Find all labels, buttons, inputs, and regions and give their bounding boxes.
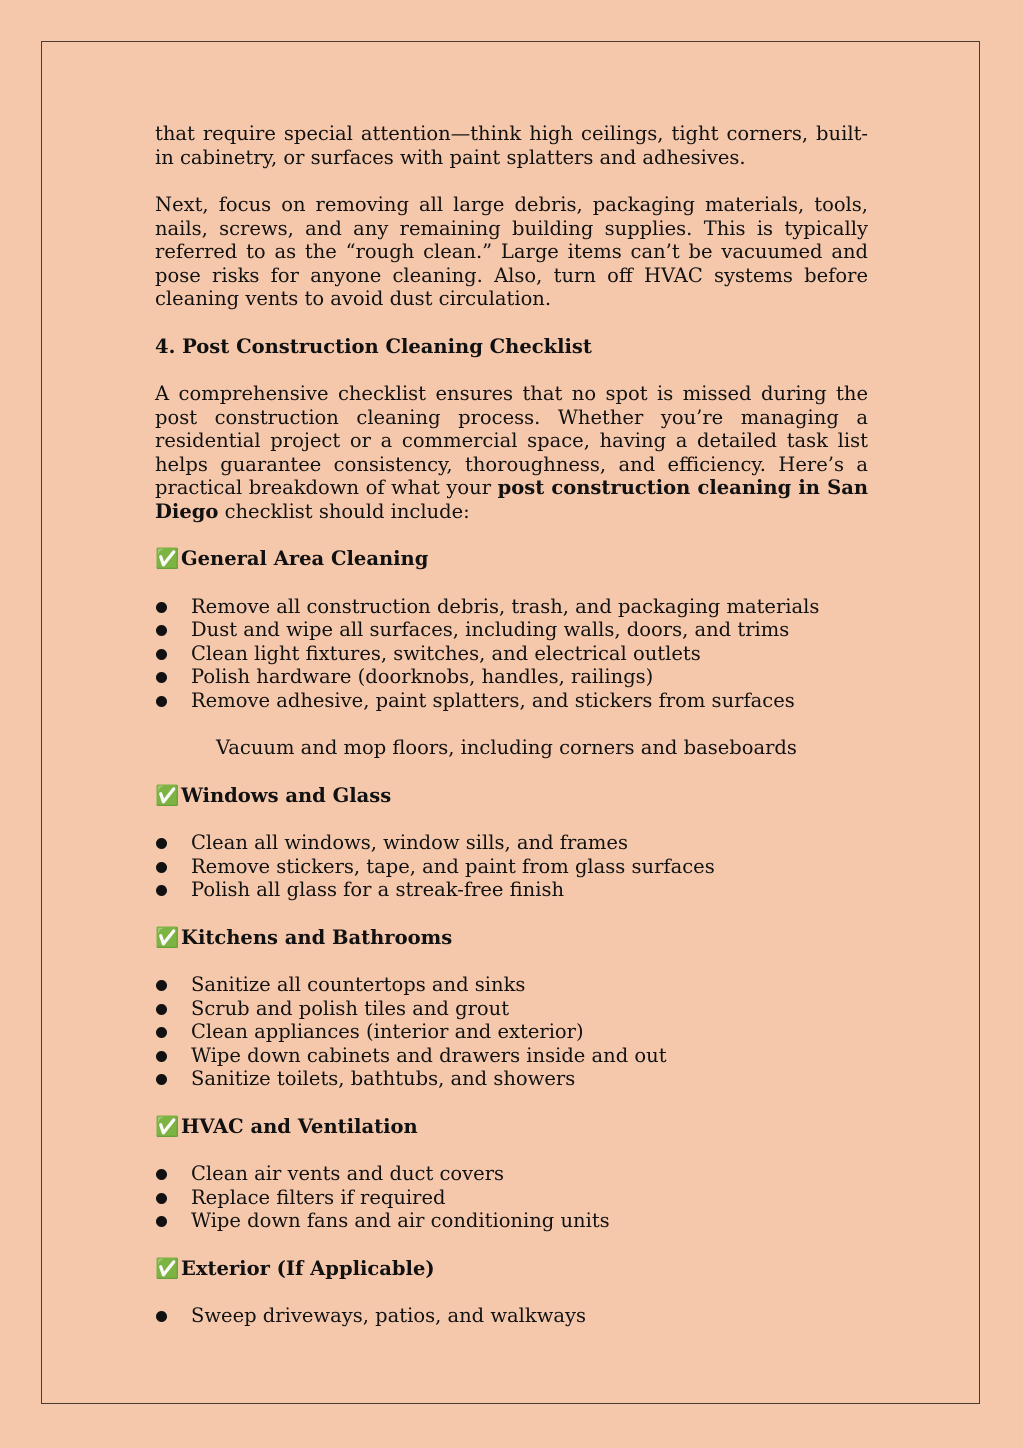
- check-mark-icon: ✅: [155, 547, 180, 570]
- list-item-text: Clean light fixtures, switches, and electrical outlets: [191, 641, 701, 665]
- checklist-title: General Area Cleaning: [181, 547, 429, 570]
- checklist-kitchens: [155, 973, 868, 1091]
- list-item-text: Clean all windows, window sills, and frames: [191, 831, 628, 854]
- list-item: [155, 1186, 868, 1210]
- list-item: [155, 642, 868, 666]
- bullet-icon: [156, 1193, 167, 1204]
- checklist-title: Windows and Glass: [181, 783, 392, 807]
- bullet-icon: [156, 1169, 167, 1180]
- check-mark-icon: ✅: [155, 925, 180, 949]
- list-item: [155, 1304, 868, 1328]
- list-item: [155, 618, 868, 642]
- list-item: [155, 1162, 868, 1186]
- bullet-icon: [156, 1051, 167, 1062]
- list-item-text: Sanitize toilets, bathtubs, and showers: [191, 1067, 576, 1090]
- bullet-icon: [156, 602, 167, 613]
- list-item-text: Sanitize all countertops and sinks: [191, 973, 526, 996]
- checklist-title: HVAC and Ventilation: [181, 1114, 418, 1138]
- section-paragraph-bold: post construction cleaning in San Diego: [155, 476, 869, 523]
- document-body: [155, 122, 868, 1328]
- list-item-text: Clean appliances (interior and exterior): [191, 1020, 584, 1043]
- list-item-text: Wipe down cabinets and drawers inside and out: [191, 1043, 667, 1067]
- list-item: [155, 595, 868, 619]
- section-heading: 4. Post Construction Cleaning Checklist: [155, 334, 592, 358]
- list-item: [155, 855, 868, 879]
- list-item: [155, 831, 868, 855]
- bullet-icon: [156, 1074, 167, 1085]
- checklist-heading-exterior: [155, 1257, 868, 1281]
- checklist-heading-general: [155, 547, 868, 571]
- list-item: [155, 1067, 868, 1091]
- list-item-text: Replace filters if required: [191, 1185, 446, 1209]
- section-paragraph: [155, 382, 868, 523]
- bullet-icon: [156, 862, 167, 873]
- bullet-icon: [156, 1216, 167, 1227]
- list-item-text: Scrub and polish tiles and grout: [191, 996, 510, 1020]
- bullet-icon: [156, 1004, 167, 1015]
- checklist-heading-windows: [155, 784, 868, 808]
- checklist-heading-kitchens: [155, 926, 868, 950]
- list-item-text: Remove adhesive, paint splatters, and stickers from surfaces: [191, 688, 795, 712]
- extra-list-line: Vacuum and mop floors, including corners and baseboards: [216, 736, 797, 759]
- checklist-title: Kitchens and Bathrooms: [181, 925, 453, 949]
- checklist-windows: [155, 831, 868, 902]
- list-item: [155, 973, 868, 997]
- bullet-icon: [156, 885, 167, 896]
- list-item-text: Clean air vents and duct covers: [191, 1162, 505, 1185]
- section-paragraph-text: A comprehensive checklist ensures that no spot is missed during the post construction cleaning process. Whether you’re managing a residential project or a commercial space, having a detailed task list helps guarantee consistency, thoroughness, and efficiency. Here’s a practical breakdown of what your: [155, 382, 868, 499]
- list-item: [155, 1044, 868, 1068]
- check-mark-icon: ✅: [155, 783, 180, 807]
- intro-paragraph-1: that require special attention—think high ceilings, tight corners, built-in cabinetry, or surfaces with paint splatters and adhesives.: [155, 122, 868, 169]
- list-item-text: Wipe down fans and air conditioning units: [191, 1209, 610, 1232]
- list-item: [155, 1020, 868, 1044]
- section-paragraph-end: checklist should include:: [218, 499, 470, 523]
- list-item-text: Dust and wipe all surfaces, including walls, doors, and trims: [191, 618, 790, 641]
- checklist-hvac: [155, 1162, 868, 1233]
- bullet-icon: [156, 649, 167, 660]
- checklist-heading-hvac: [155, 1115, 868, 1139]
- list-item-text: Polish hardware (doorknobs, handles, railings): [191, 665, 654, 688]
- list-item: [155, 1209, 868, 1233]
- check-mark-icon: ✅: [155, 1256, 180, 1280]
- list-item-text: Sweep driveways, patios, and walkways: [191, 1304, 587, 1327]
- bullet-icon: [156, 696, 167, 707]
- list-item-text: Remove all construction debris, trash, and packaging materials: [191, 594, 820, 618]
- bullet-icon: [156, 838, 167, 849]
- list-item: [155, 997, 868, 1021]
- list-item-text: Polish all glass for a streak-free finish: [191, 878, 565, 901]
- bullet-icon: [156, 1311, 167, 1322]
- checklist-exterior: [155, 1304, 868, 1328]
- checklist-title: Exterior (If Applicable): [181, 1256, 435, 1280]
- check-mark-icon: ✅: [155, 1114, 180, 1138]
- bullet-icon: [156, 672, 167, 683]
- checklist-general: [155, 595, 868, 713]
- bullet-icon: [156, 625, 167, 636]
- list-item: [155, 689, 868, 713]
- bullet-icon: [156, 1027, 167, 1038]
- intro-paragraph-2: Next, focus on removing all large debris, packaging materials, tools, nails, screws, and any remaining building supplies. This is typically referred to as the “rough clean.” Large items can’t be vacuumed and pose risks for anyone cleaning. Also, turn off HVAC systems before cleaning vents to avoid dust circulation.: [155, 193, 868, 310]
- bullet-icon: [156, 980, 167, 991]
- list-item-text: Remove stickers, tape, and paint from glass surfaces: [191, 854, 715, 878]
- list-item: [155, 665, 868, 689]
- list-item: [155, 878, 868, 902]
